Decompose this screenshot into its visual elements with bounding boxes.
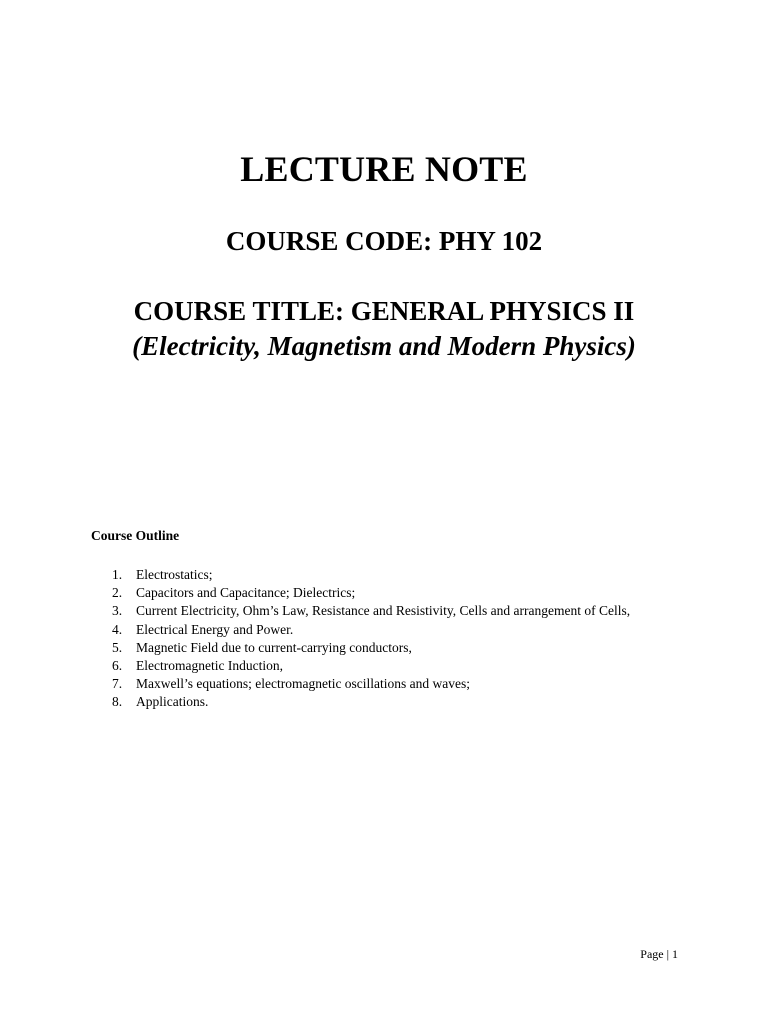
outline-item-2 (112, 584, 686, 602)
outline-item-1 (112, 566, 686, 584)
outline-item-number: 8. (112, 694, 123, 710)
outline-item-4 (112, 621, 686, 639)
course-subtitle: (Electricity, Magnetism and Modern Physics) (132, 331, 636, 361)
outline-item-number: 5. (112, 639, 123, 655)
outline-item-8 (112, 693, 686, 711)
outline-item-6 (112, 657, 686, 675)
outline-item-text: Electromagnetic Induction, (136, 658, 283, 674)
outline-item-number: 3. (112, 603, 123, 619)
outline-item-text: Maxwell’s equations; electromagnetic oscillations and waves; (136, 676, 471, 692)
course-code: COURSE CODE: PHY 102 (225, 226, 543, 256)
page-number: Page | 1 (640, 947, 678, 961)
outline-item-text: Electrical Energy and Power. (136, 621, 294, 637)
course-outline-heading: Course Outline (91, 528, 180, 543)
outline-item-number: 6. (112, 658, 123, 674)
outline-item-5 (112, 639, 686, 657)
outline-item-text: Electrostatics; (136, 567, 213, 582)
document-title: LECTURE NOTE (240, 149, 528, 189)
outline-item-text: Magnetic Field due to current-carrying conductors, (136, 639, 412, 655)
outline-item-number: 2. (112, 585, 123, 601)
course-outline-list (112, 566, 686, 712)
outline-item-7 (112, 675, 686, 693)
outline-item-number: 7. (112, 676, 123, 692)
outline-item-number: 4. (112, 621, 123, 637)
course-title: COURSE TITLE: GENERAL PHYSICS II (133, 296, 635, 326)
outline-item-3 (112, 602, 686, 620)
outline-item-number: 1. (112, 567, 123, 582)
outline-item-text: Applications. (136, 694, 209, 710)
outline-item-text: Capacitors and Capacitance; Dielectrics; (136, 585, 356, 601)
outline-item-text: Current Electricity, Ohm’s Law, Resistance and Resistivity, Cells and arrangement of Cells, (136, 603, 631, 619)
